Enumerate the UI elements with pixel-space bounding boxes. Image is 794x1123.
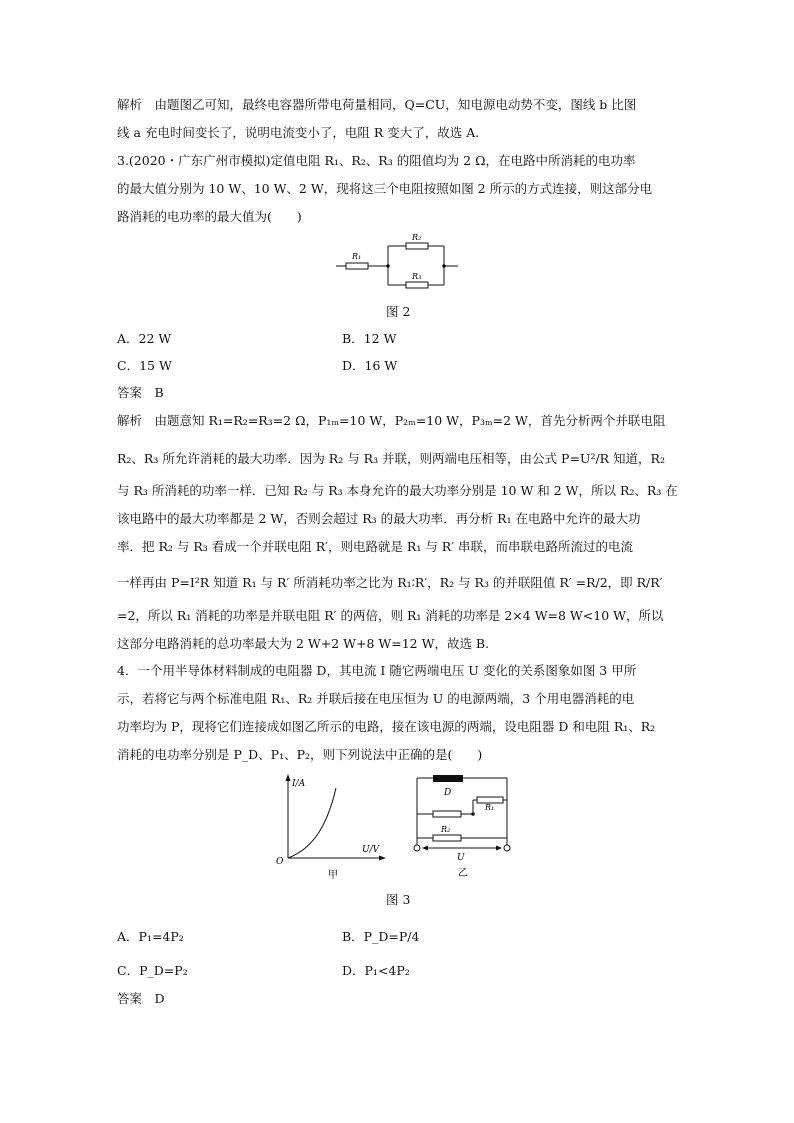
circuit-r2-label: R₂ [441,825,451,834]
circuit-caption: 乙 [458,868,468,879]
q4-option-a: A．P₁=4P₂ [117,929,184,944]
q3-analysis-line-5: 率．把 R₂ 与 R₃ 看成一个并联电阻 R′，则电路就是 R₁ 与 R′ 串联，而串联电路所流过的电流 [117,539,634,554]
q3-option-d: D．16 W [342,358,398,373]
circuit-r1-label: R₁ [485,803,495,812]
q3-analysis-line-2: R₂、R₃ 所允许消耗的最大功率．因为 R₂ 与 R₃ 并联，则两端电压相等，由公式 P=U²/R 知道，R₂ [117,451,665,466]
q4-line-3: 功率均为 P，现将它们连接成如图乙所示的电路，接在该电源的两端，设电阻器 D 和电阻 R₁、R₂ [117,719,656,734]
q4-line-1: 4．一个用半导体材料制成的电阻器 D，其电流 I 随它两端电压 U 变化的关系图象如图 3 甲所 [117,663,637,678]
u-label: U [457,853,465,863]
prev-analysis-line-1: 解析 由题图乙可知，最终电容器所带电荷量相同，Q=CU，知电源电动势不变，图线 b 比图 [117,97,637,112]
graph-origin-label: O [276,857,284,867]
q3-analysis-line-1: 解析 由题意知 R₁=R₂=R₃=2 Ω，P₁ₘ=10 W，P₂ₘ=10 W，P₃ₘ=2 W，首先分析两个并联电阻 [117,413,666,428]
q4-option-c: C．P_D=P₂ [117,963,188,978]
q4-line-2: 示，若将它与两个标准电阻 R₁、R₂ 并联后接在电压恒为 U 的电源两端，3 个用电器消耗的电 [117,691,635,706]
r1-label: R₁ [352,252,362,261]
q3-analysis-line-7: =2，所以 R₁ 消耗的功率是并联电阻 R′ 的两倍，则 R₁ 消耗的功率是 2×4 W=8 W<10 W，所以 [117,608,664,623]
q4-line-4: 消耗的电功率分别是 P_D、P₁、P₂，则下列说法中正确的是( ) [117,747,483,762]
figure-3-circuit [405,768,525,880]
q3-analysis-line-8: 这部分电路消耗的总功率最大为 2 W+2 W+8 W=12 W，故选 B. [117,636,490,651]
q4-option-b: B．P_D=P/4 [342,929,420,944]
graph-y-label: I/A [292,779,306,789]
q3-analysis-line-3: 与 R₃ 所消耗的功率一样．已知 R₂ 与 R₃ 本身允许的最大功率分别是 10 W 和 2 W，所以 R₂、R₃ 在 [117,483,678,498]
graph-x-label: U/V [362,845,380,855]
q4-answer: 答案 D [117,991,165,1006]
q3-option-b: B．12 W [342,331,397,346]
prev-analysis-line-2: 线 a 充电时间变长了，说明电流变小了，电阻 R 变大了，故选 A. [117,125,480,140]
q4-option-d: D．P₁<4P₂ [342,963,410,978]
r3-label: R₃ [412,272,422,281]
figure-3-caption: 图 3 [386,892,411,907]
q3-option-c: C．15 W [117,358,172,373]
q3-answer: 答案 B [117,385,164,400]
q3-line-2: 的最大值分别为 10 W、10 W、2 W，现将这三个电阻按照如图 2 所示的方式连接，则这部分电 [117,181,653,196]
graph-caption: 甲 [328,870,338,881]
r2-label: R₂ [412,233,422,242]
d-label: D [444,788,452,798]
q3-analysis-line-6: 一样再由 P=I²R 知道 R₁ 与 R′ 所消耗功率之比为 R₁∶R′，R₂ 与 R₃ 的并联阻值 R′ =R/2，即 R/R′ [117,575,663,590]
figure-2-circuit [330,228,470,292]
q3-option-a: A．22 W [117,331,172,346]
q3-line-1: 3.(2020・广东广州市模拟)定值电阻 R₁、R₂、R₃ 的阻值均为 2 Ω，在电路中所消耗的电功率 [117,153,636,168]
figure-3-graph [270,772,390,882]
component-d [433,775,463,782]
q3-analysis-line-4: 该电路中的最大功率都是 2 W，否则会超过 R₃ 的最大功率．再分析 R₁ 在电路中允许的最大功 [117,511,641,526]
figure-2-caption: 图 2 [386,304,411,319]
q3-line-3: 路消耗的电功率的最大值为( ) [117,209,302,224]
